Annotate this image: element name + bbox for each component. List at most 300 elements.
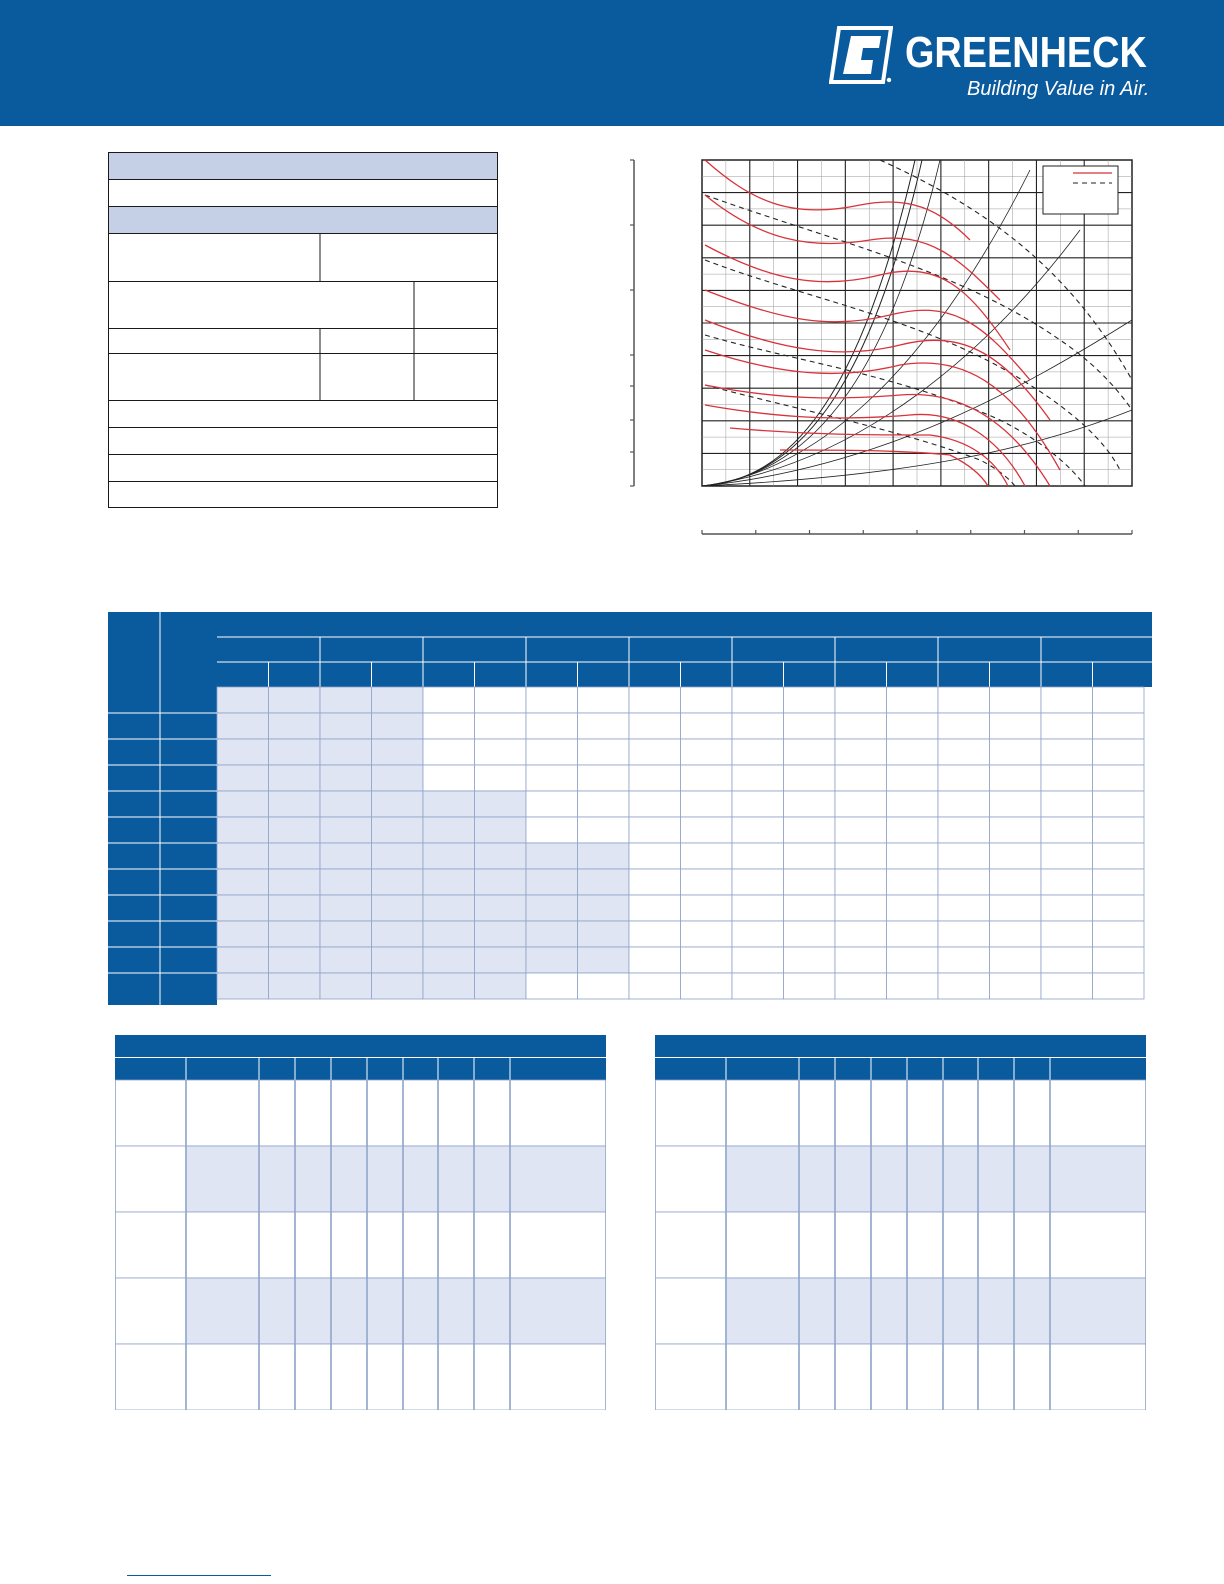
rating-cell bbox=[887, 765, 939, 791]
rating-cell bbox=[990, 739, 1042, 765]
rating-cell bbox=[1041, 739, 1093, 765]
rating-cell bbox=[681, 869, 733, 895]
rating-cell bbox=[372, 765, 424, 791]
rating-cell bbox=[629, 895, 681, 921]
rating-cell bbox=[784, 973, 836, 999]
sound-cell bbox=[908, 1344, 943, 1410]
rating-cell bbox=[732, 817, 784, 843]
sound-cell bbox=[800, 1344, 835, 1410]
rating-cell bbox=[475, 947, 527, 973]
rating-cell bbox=[320, 895, 372, 921]
sound-cell bbox=[368, 1080, 403, 1146]
header-band bbox=[0, 0, 1224, 126]
rating-cell bbox=[784, 713, 836, 739]
rating-cell bbox=[526, 791, 578, 817]
sound-cell bbox=[1051, 1080, 1146, 1146]
sound-cell bbox=[944, 1212, 978, 1278]
sound-cell bbox=[187, 1344, 259, 1410]
rating-cell bbox=[475, 817, 527, 843]
rating-cell bbox=[526, 765, 578, 791]
sound-cell bbox=[332, 1080, 367, 1146]
rating-cell bbox=[269, 765, 321, 791]
rating-cell bbox=[372, 895, 424, 921]
sound-cell bbox=[1051, 1278, 1146, 1344]
sound-cell bbox=[656, 1146, 726, 1212]
sound-cell bbox=[404, 1146, 438, 1212]
sound-cell bbox=[368, 1146, 403, 1212]
sound-cell bbox=[260, 1212, 295, 1278]
sound-cell bbox=[260, 1278, 295, 1344]
rating-cell bbox=[217, 895, 269, 921]
rating-cell bbox=[372, 869, 424, 895]
sound-cell bbox=[116, 1344, 186, 1410]
sound-cell bbox=[944, 1080, 978, 1146]
rating-cell bbox=[681, 973, 733, 999]
rating-cell bbox=[1093, 869, 1145, 895]
rating-cell bbox=[217, 791, 269, 817]
sound-cell bbox=[368, 1278, 403, 1344]
rating-cell bbox=[681, 765, 733, 791]
rating-cell bbox=[990, 791, 1042, 817]
rating-cell bbox=[372, 791, 424, 817]
rating-cell bbox=[990, 921, 1042, 947]
rating-table-row-labels bbox=[108, 687, 217, 1005]
sound-cell bbox=[475, 1080, 510, 1146]
spec-header-row-2 bbox=[109, 207, 498, 234]
spec-row-4 bbox=[109, 329, 498, 354]
rating-cell bbox=[784, 895, 836, 921]
sound-cell bbox=[872, 1344, 907, 1410]
spec-row-7 bbox=[109, 428, 498, 455]
sound-cell bbox=[872, 1278, 907, 1344]
sound-cell bbox=[475, 1212, 510, 1278]
rating-cell bbox=[990, 817, 1042, 843]
rating-cell bbox=[990, 869, 1042, 895]
rating-cell bbox=[784, 947, 836, 973]
sound-cell bbox=[656, 1344, 726, 1410]
rating-cell bbox=[526, 921, 578, 947]
sound-cell bbox=[116, 1278, 186, 1344]
rating-cell bbox=[732, 895, 784, 921]
rating-cell bbox=[732, 921, 784, 947]
rating-cell bbox=[269, 791, 321, 817]
rating-cell bbox=[578, 921, 630, 947]
sound-cell bbox=[908, 1080, 943, 1146]
rating-cell bbox=[320, 973, 372, 999]
rating-cell bbox=[938, 791, 990, 817]
rating-cell bbox=[887, 713, 939, 739]
rating-cell bbox=[372, 843, 424, 869]
rating-cell bbox=[578, 895, 630, 921]
greenheck-logo-icon bbox=[829, 26, 893, 84]
rating-table-header bbox=[108, 612, 1152, 687]
sound-cell bbox=[1015, 1080, 1050, 1146]
sound-cell bbox=[1015, 1278, 1050, 1344]
rating-cell bbox=[938, 713, 990, 739]
rating-cell bbox=[217, 947, 269, 973]
rating-cell bbox=[990, 687, 1042, 713]
rating-cell bbox=[887, 947, 939, 973]
rating-cell bbox=[1041, 817, 1093, 843]
rating-cell bbox=[475, 921, 527, 947]
sound-cell bbox=[1015, 1212, 1050, 1278]
sound-cell bbox=[836, 1080, 871, 1146]
rating-cell bbox=[372, 817, 424, 843]
sound-cell bbox=[404, 1278, 438, 1344]
rating-cell bbox=[732, 713, 784, 739]
rating-cell bbox=[887, 843, 939, 869]
rating-cell bbox=[217, 713, 269, 739]
rating-cell bbox=[732, 765, 784, 791]
sound-table-title-bar bbox=[655, 1035, 1146, 1057]
sound-cell bbox=[908, 1278, 943, 1344]
rating-cell bbox=[681, 687, 733, 713]
rating-cell bbox=[320, 843, 372, 869]
rating-cell bbox=[1093, 713, 1145, 739]
rating-cell bbox=[835, 973, 887, 999]
rating-cell bbox=[320, 817, 372, 843]
rating-cell bbox=[372, 921, 424, 947]
brand-name: GREENHECK bbox=[905, 28, 1147, 77]
rating-cell bbox=[269, 895, 321, 921]
rating-cell bbox=[629, 739, 681, 765]
rating-cell bbox=[1093, 895, 1145, 921]
sound-cell bbox=[404, 1344, 438, 1410]
sound-cell bbox=[332, 1278, 367, 1344]
rating-cell bbox=[1041, 921, 1093, 947]
rating-cell bbox=[1093, 973, 1145, 999]
sound-cell bbox=[332, 1212, 367, 1278]
rating-cell bbox=[629, 713, 681, 739]
rating-cell bbox=[372, 947, 424, 973]
rating-cell bbox=[320, 739, 372, 765]
rating-cell bbox=[372, 739, 424, 765]
sound-cell bbox=[296, 1080, 331, 1146]
rating-cell bbox=[835, 869, 887, 895]
rating-cell bbox=[784, 817, 836, 843]
rating-cell bbox=[578, 791, 630, 817]
sound-cell bbox=[1015, 1146, 1050, 1212]
rating-cell bbox=[423, 739, 475, 765]
rating-cell bbox=[1041, 895, 1093, 921]
rating-cell bbox=[681, 817, 733, 843]
sound-cell bbox=[944, 1344, 978, 1410]
sound-cell bbox=[908, 1212, 943, 1278]
rating-cell bbox=[938, 687, 990, 713]
sound-cell bbox=[116, 1212, 186, 1278]
sound-table-left bbox=[115, 1035, 606, 1410]
rating-cell bbox=[475, 843, 527, 869]
sound-cell bbox=[908, 1146, 943, 1212]
rating-cell bbox=[526, 713, 578, 739]
sound-cell bbox=[332, 1146, 367, 1212]
sound-cell bbox=[404, 1080, 438, 1146]
sound-cell bbox=[511, 1212, 606, 1278]
rating-cell bbox=[990, 973, 1042, 999]
rating-cell bbox=[938, 947, 990, 973]
rating-cell bbox=[320, 791, 372, 817]
rating-cell bbox=[887, 895, 939, 921]
sound-cell bbox=[836, 1278, 871, 1344]
rating-cell bbox=[1093, 843, 1145, 869]
rating-cell bbox=[475, 687, 527, 713]
sound-cell bbox=[296, 1146, 331, 1212]
rating-cell bbox=[269, 713, 321, 739]
legend-box bbox=[1043, 166, 1118, 214]
sound-cell bbox=[800, 1080, 835, 1146]
sound-table-header-row bbox=[655, 1058, 1146, 1080]
rating-cell bbox=[990, 947, 1042, 973]
rating-cell bbox=[629, 947, 681, 973]
rating-cell bbox=[578, 765, 630, 791]
rating-cell bbox=[217, 921, 269, 947]
rating-cell bbox=[1093, 817, 1145, 843]
rating-cell bbox=[423, 973, 475, 999]
rating-cell bbox=[681, 739, 733, 765]
rating-cell bbox=[629, 843, 681, 869]
rating-cell bbox=[938, 921, 990, 947]
rating-cell bbox=[526, 869, 578, 895]
rating-cell bbox=[269, 947, 321, 973]
sound-cell bbox=[475, 1278, 510, 1344]
rating-cell bbox=[475, 739, 527, 765]
rating-cell bbox=[938, 973, 990, 999]
rating-cell bbox=[1041, 713, 1093, 739]
rating-cell bbox=[1093, 791, 1145, 817]
rating-cell bbox=[681, 713, 733, 739]
rating-cell bbox=[475, 895, 527, 921]
rating-cell bbox=[320, 921, 372, 947]
rating-cell bbox=[835, 895, 887, 921]
rating-cell bbox=[835, 713, 887, 739]
sound-cell bbox=[511, 1278, 606, 1344]
sound-cell bbox=[368, 1212, 403, 1278]
performance-chart bbox=[610, 150, 1150, 546]
rating-cell bbox=[1041, 973, 1093, 999]
rating-cell bbox=[526, 947, 578, 973]
sound-table-header-row bbox=[115, 1058, 606, 1080]
rating-cell bbox=[423, 791, 475, 817]
rating-cell bbox=[1041, 869, 1093, 895]
rating-cell bbox=[784, 765, 836, 791]
sound-cell bbox=[260, 1146, 295, 1212]
rating-cell bbox=[578, 817, 630, 843]
rating-cell bbox=[732, 843, 784, 869]
rating-cell bbox=[526, 817, 578, 843]
rating-cell bbox=[269, 973, 321, 999]
rating-cell bbox=[1093, 765, 1145, 791]
sound-cell bbox=[656, 1212, 726, 1278]
rating-cell bbox=[578, 973, 630, 999]
rating-cell bbox=[629, 817, 681, 843]
rating-table bbox=[108, 612, 1152, 1005]
sound-cell bbox=[836, 1212, 871, 1278]
sound-cell bbox=[872, 1146, 907, 1212]
rating-cell bbox=[578, 869, 630, 895]
rating-cell bbox=[835, 843, 887, 869]
rating-cell bbox=[217, 869, 269, 895]
rating-cell bbox=[423, 921, 475, 947]
sound-cell bbox=[439, 1278, 474, 1344]
sound-table-right bbox=[655, 1035, 1146, 1410]
rating-cell bbox=[423, 947, 475, 973]
sound-cell bbox=[872, 1212, 907, 1278]
rating-cell bbox=[423, 843, 475, 869]
sound-cell bbox=[800, 1212, 835, 1278]
rating-cell bbox=[1041, 791, 1093, 817]
sound-cell bbox=[511, 1146, 606, 1212]
sound-cell bbox=[1051, 1212, 1146, 1278]
sound-cell bbox=[727, 1212, 799, 1278]
sound-cell bbox=[836, 1146, 871, 1212]
sound-cell bbox=[944, 1146, 978, 1212]
rating-cell bbox=[578, 739, 630, 765]
rating-cell bbox=[217, 973, 269, 999]
sound-cell bbox=[656, 1278, 726, 1344]
rating-cell bbox=[1093, 947, 1145, 973]
rating-cell bbox=[629, 973, 681, 999]
rating-cell bbox=[938, 765, 990, 791]
rating-cell bbox=[784, 869, 836, 895]
rating-cell bbox=[217, 739, 269, 765]
rating-cell bbox=[887, 687, 939, 713]
rating-cell bbox=[732, 739, 784, 765]
rating-cell bbox=[578, 687, 630, 713]
rating-cell bbox=[217, 687, 269, 713]
spec-row-8 bbox=[109, 455, 498, 482]
rating-cell bbox=[1041, 947, 1093, 973]
rating-cell bbox=[269, 843, 321, 869]
rating-cell bbox=[1093, 687, 1145, 713]
rating-cell bbox=[887, 921, 939, 947]
rating-cell bbox=[990, 843, 1042, 869]
rating-cell bbox=[578, 713, 630, 739]
rating-cell bbox=[938, 869, 990, 895]
rating-cell bbox=[990, 895, 1042, 921]
rating-cell bbox=[320, 947, 372, 973]
rating-cell bbox=[320, 713, 372, 739]
rating-cell bbox=[938, 817, 990, 843]
spec-row-3 bbox=[109, 282, 498, 329]
rating-cell bbox=[320, 869, 372, 895]
rating-cell bbox=[320, 765, 372, 791]
rating-cell bbox=[423, 713, 475, 739]
rating-cell bbox=[887, 817, 939, 843]
sound-cell bbox=[404, 1212, 438, 1278]
rating-cell bbox=[269, 817, 321, 843]
sound-cell bbox=[979, 1344, 1014, 1410]
sound-table-title-bar bbox=[115, 1035, 606, 1057]
sound-cell bbox=[511, 1344, 606, 1410]
rating-cell bbox=[629, 869, 681, 895]
rating-cell bbox=[784, 739, 836, 765]
rating-cell bbox=[629, 765, 681, 791]
rating-cell bbox=[681, 895, 733, 921]
sound-cell bbox=[332, 1344, 367, 1410]
sound-cell bbox=[439, 1146, 474, 1212]
spec-header-row-1 bbox=[109, 153, 498, 180]
spec-row-6 bbox=[109, 401, 498, 428]
sound-cell bbox=[1015, 1344, 1050, 1410]
rating-cell bbox=[526, 895, 578, 921]
rating-cell bbox=[475, 765, 527, 791]
sound-cell bbox=[727, 1278, 799, 1344]
rating-cell bbox=[372, 973, 424, 999]
rating-cell bbox=[475, 869, 527, 895]
sound-cell bbox=[116, 1146, 186, 1212]
sound-cell bbox=[979, 1212, 1014, 1278]
spec-row-1 bbox=[109, 180, 498, 207]
rating-cell bbox=[526, 973, 578, 999]
footer-link-underline[interactable] bbox=[127, 1575, 271, 1576]
rating-cell bbox=[681, 921, 733, 947]
sound-cell bbox=[944, 1278, 978, 1344]
rating-cell bbox=[372, 687, 424, 713]
sound-cell bbox=[979, 1278, 1014, 1344]
rating-cell bbox=[629, 921, 681, 947]
sound-cell bbox=[296, 1344, 331, 1410]
rating-cell bbox=[269, 687, 321, 713]
sound-cell bbox=[368, 1344, 403, 1410]
rating-cell bbox=[938, 843, 990, 869]
rating-cell bbox=[732, 869, 784, 895]
rating-cell bbox=[732, 687, 784, 713]
sound-cell bbox=[187, 1278, 259, 1344]
sound-cell bbox=[296, 1278, 331, 1344]
rating-cell bbox=[475, 973, 527, 999]
rating-cell bbox=[269, 869, 321, 895]
rating-cell bbox=[990, 713, 1042, 739]
rating-cell bbox=[578, 947, 630, 973]
rating-cell bbox=[938, 895, 990, 921]
rating-cell bbox=[423, 895, 475, 921]
rating-cell bbox=[835, 817, 887, 843]
sound-cell bbox=[800, 1278, 835, 1344]
rating-cell bbox=[835, 765, 887, 791]
rating-cell bbox=[784, 791, 836, 817]
rating-cell bbox=[938, 739, 990, 765]
rating-cell bbox=[784, 921, 836, 947]
rating-cell bbox=[629, 791, 681, 817]
sound-cell bbox=[872, 1080, 907, 1146]
rating-cell bbox=[526, 739, 578, 765]
rating-cell bbox=[526, 687, 578, 713]
rating-cell bbox=[423, 817, 475, 843]
rating-cell bbox=[887, 791, 939, 817]
rating-cell bbox=[423, 687, 475, 713]
sound-cell bbox=[836, 1344, 871, 1410]
spec-table bbox=[108, 152, 498, 508]
sound-cell bbox=[727, 1146, 799, 1212]
rating-cell bbox=[784, 687, 836, 713]
sound-cell bbox=[260, 1344, 295, 1410]
rating-cell bbox=[681, 947, 733, 973]
rating-cell bbox=[423, 869, 475, 895]
sound-cell bbox=[187, 1080, 259, 1146]
spec-row-5 bbox=[109, 354, 498, 401]
sound-cell bbox=[1051, 1344, 1146, 1410]
sound-cell bbox=[511, 1080, 606, 1146]
spec-row-2 bbox=[109, 234, 498, 282]
sound-cell bbox=[979, 1146, 1014, 1212]
sound-cell bbox=[187, 1146, 259, 1212]
rating-cell bbox=[423, 765, 475, 791]
rating-cell bbox=[372, 713, 424, 739]
sound-cell bbox=[1051, 1146, 1146, 1212]
rating-cell bbox=[835, 947, 887, 973]
rating-cell bbox=[217, 765, 269, 791]
rating-cell bbox=[217, 843, 269, 869]
